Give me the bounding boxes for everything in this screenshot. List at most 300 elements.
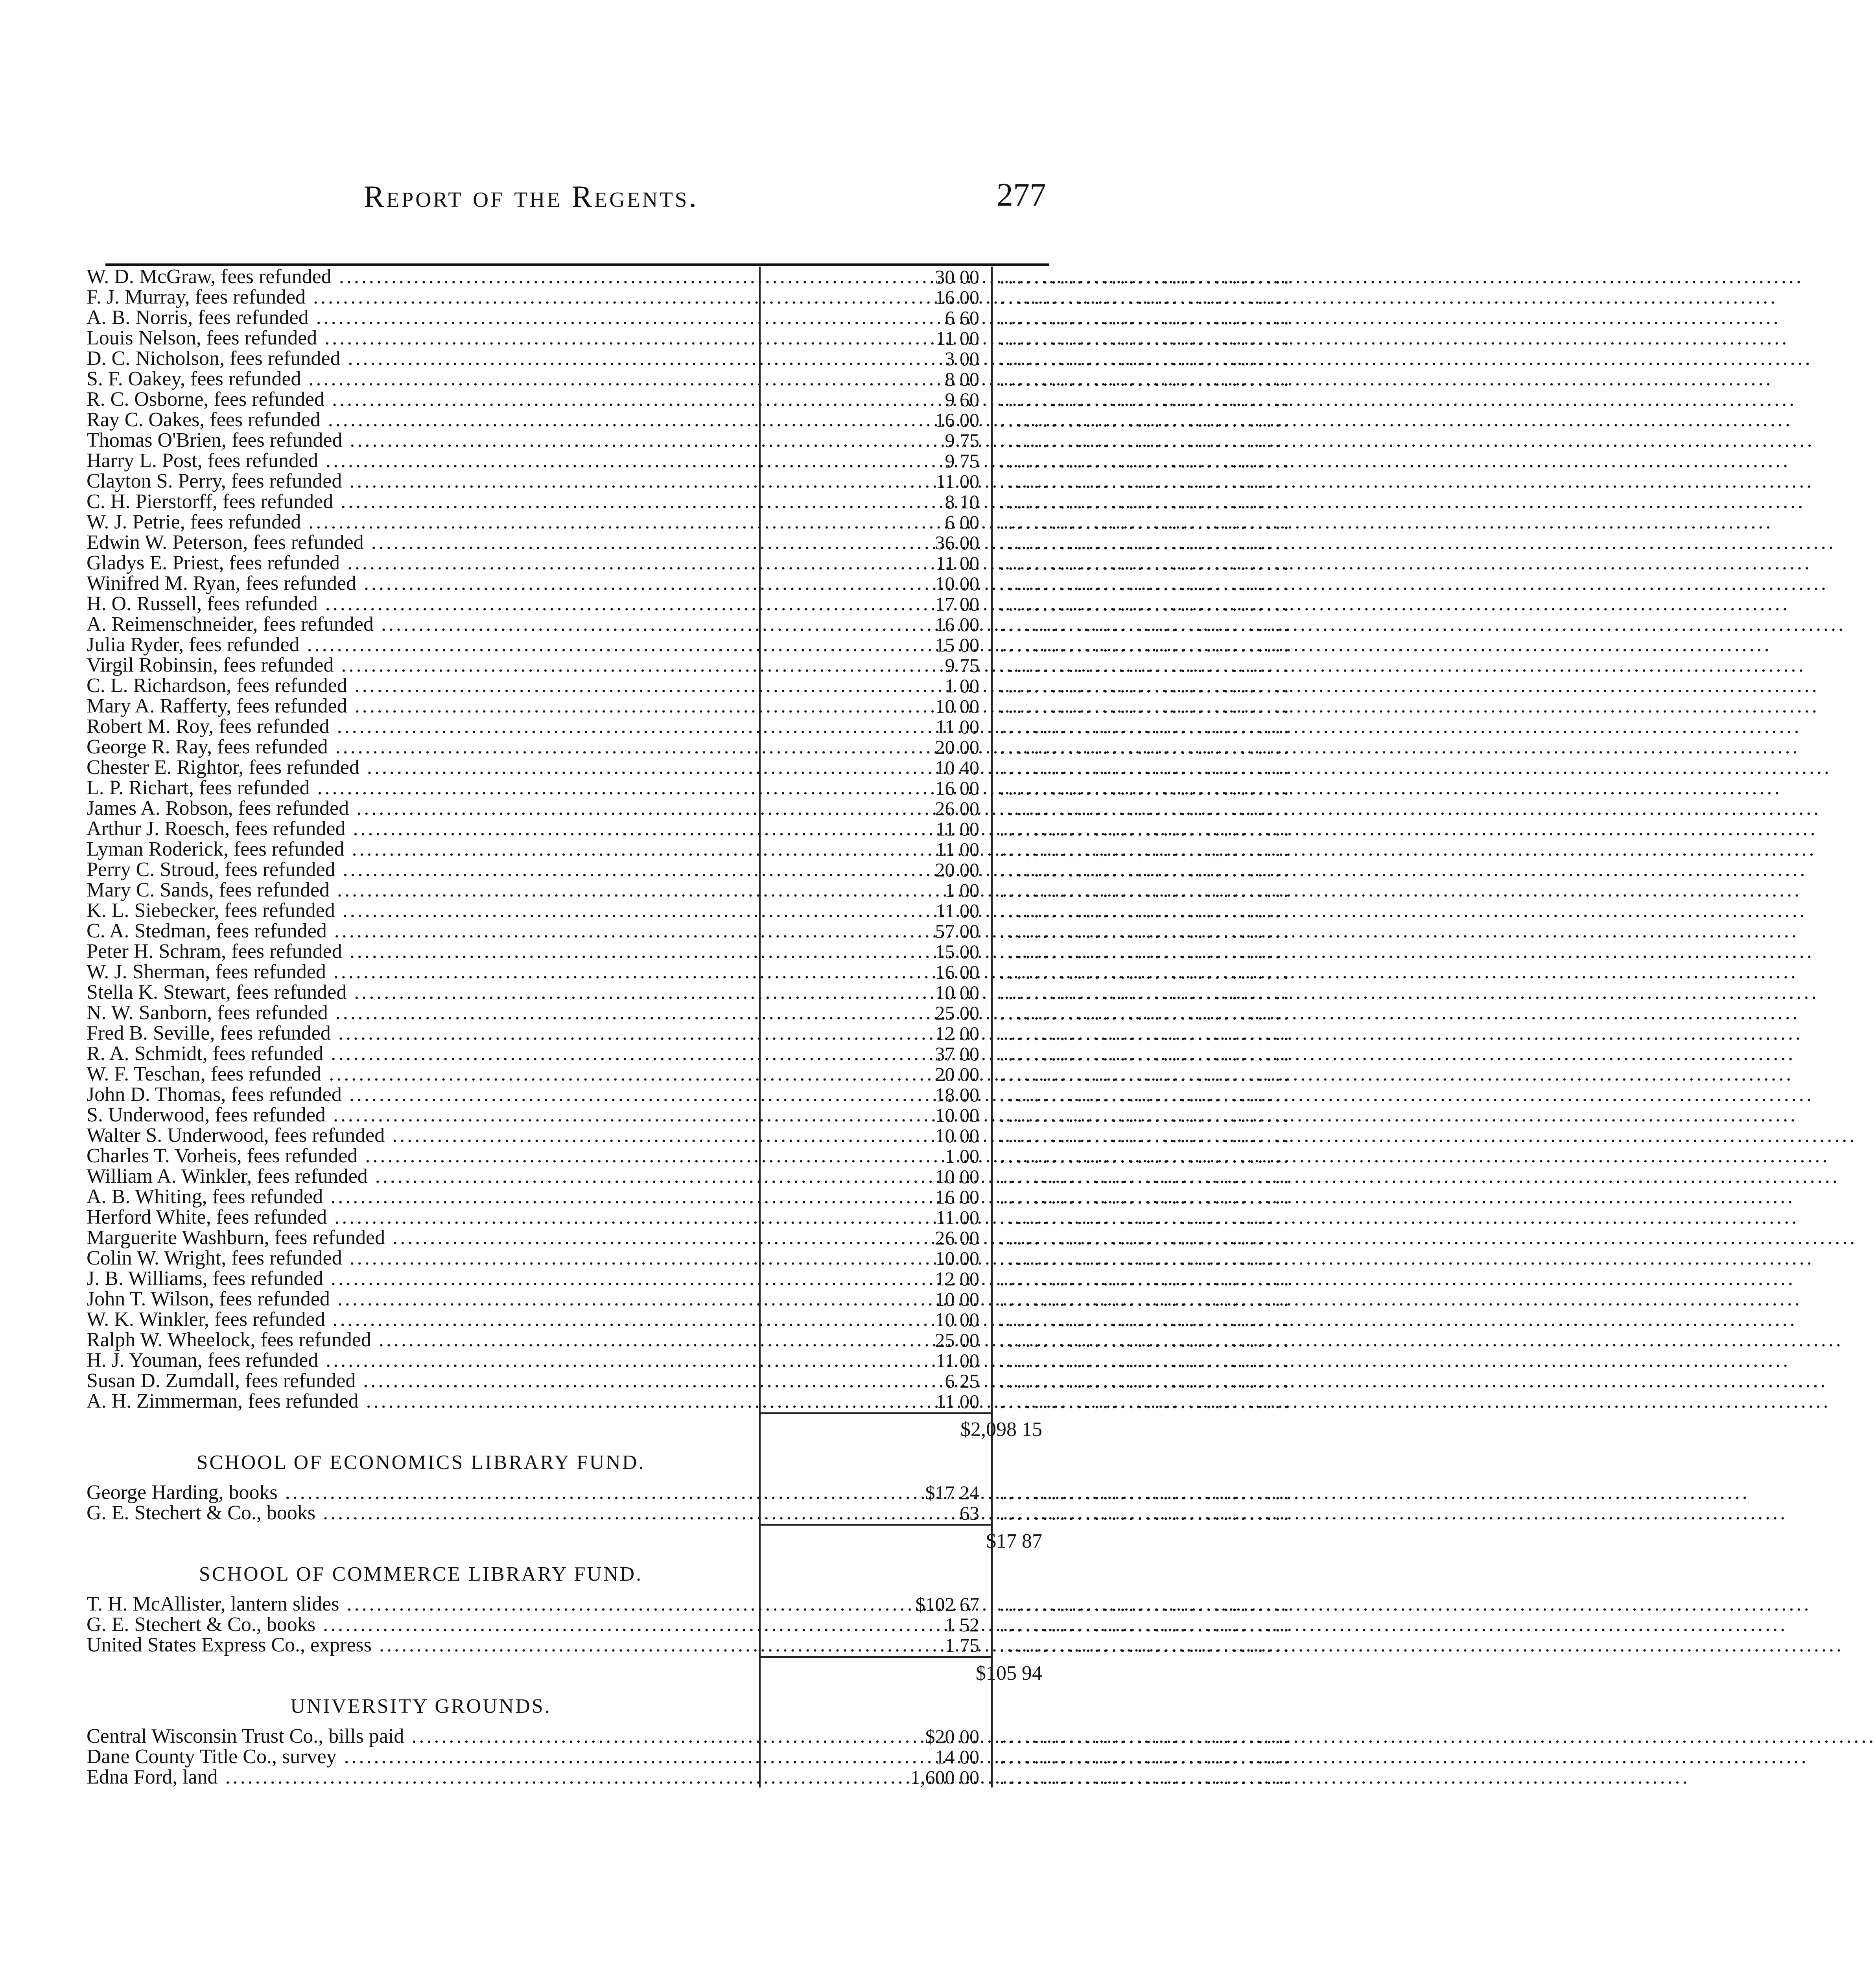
entry-description: D. C. Nicholson, fees refunded ..... bbox=[87, 348, 751, 369]
entry-description: Robert M. Roy, fees refunded ..... bbox=[87, 716, 751, 737]
entry-description: A. B. Whiting, fees refunded ..... bbox=[87, 1187, 751, 1207]
entry-description: Susan D. Zumdall, fees refunded ..... bbox=[87, 1371, 751, 1391]
leader-dots: .................................. bbox=[999, 633, 1292, 656]
leader-dots: .................................. bbox=[999, 1349, 1292, 1372]
column-rule bbox=[759, 553, 761, 573]
ledger-row bbox=[87, 899, 1292, 922]
ledger-row bbox=[87, 920, 1292, 943]
ledger-row bbox=[87, 1165, 1292, 1188]
ledger-row bbox=[87, 1745, 1292, 1768]
column-rule bbox=[759, 348, 761, 369]
ledger-row bbox=[87, 347, 1292, 370]
economics-total: $17 87 bbox=[986, 1530, 1042, 1552]
column-rule bbox=[991, 1683, 993, 1726]
column-rule bbox=[759, 1391, 761, 1412]
column-rule bbox=[759, 1747, 761, 1767]
university-grounds-list bbox=[87, 1725, 1292, 1789]
entry-amount: 16 00 bbox=[935, 409, 979, 431]
entry-description: Peter H. Schram, fees refunded ..... bbox=[87, 941, 751, 962]
column-rule bbox=[759, 1125, 761, 1146]
ledger-row bbox=[87, 1288, 1292, 1311]
leader-dots: .................................. bbox=[999, 347, 1292, 370]
section-title-commerce bbox=[87, 1551, 755, 1594]
leader-dots: .................................. bbox=[999, 1104, 1292, 1127]
ledger-row bbox=[87, 511, 1292, 534]
column-rule bbox=[759, 676, 761, 696]
column-rule bbox=[759, 921, 761, 941]
column-rule bbox=[991, 328, 993, 348]
entry-amount: 11 00 bbox=[936, 1390, 979, 1412]
entry-amount: 14 00 bbox=[935, 1746, 979, 1768]
ledger-row bbox=[87, 490, 1292, 513]
entry-amount: 10 00 bbox=[935, 695, 979, 717]
leader-dots: .................................. bbox=[999, 409, 1292, 431]
entry-amount: 16 00 bbox=[935, 777, 979, 799]
column-rule bbox=[991, 614, 993, 635]
entry-description: Ray C. Oakes, fees refunded ..... bbox=[87, 410, 751, 430]
entry-description: G. E. Stechert & Co., books ..... bbox=[87, 1503, 751, 1523]
entry-amount: 30 00 bbox=[935, 266, 979, 288]
column-rule bbox=[991, 369, 993, 389]
leader-dots: .................................. bbox=[999, 817, 1292, 840]
leader-dots: .................................. bbox=[999, 981, 1292, 1004]
column-rule bbox=[991, 962, 993, 982]
entry-amount: 10 40 bbox=[935, 757, 979, 779]
ledger-row bbox=[87, 1766, 1292, 1789]
entry-description: George Harding, books ..... bbox=[87, 1482, 751, 1503]
column-rule bbox=[991, 532, 993, 553]
column-rule bbox=[759, 1146, 761, 1166]
entry-amount: 25 00 bbox=[935, 1002, 979, 1024]
column-rule bbox=[991, 839, 993, 860]
ledger-row bbox=[87, 1226, 1292, 1249]
leader-dots: .................................. bbox=[999, 1308, 1292, 1331]
column-rule bbox=[991, 348, 993, 369]
entry-amount: 9 75 bbox=[945, 429, 979, 451]
ledger-row bbox=[87, 981, 1292, 1004]
leader-dots: .................................. bbox=[999, 470, 1292, 493]
column-rule bbox=[991, 921, 993, 941]
leader-dots: .................................. bbox=[999, 1001, 1292, 1024]
entry-amount: 57 00 bbox=[935, 920, 979, 942]
leader-dots: .................................. bbox=[999, 265, 1292, 288]
entry-description: Central Wisconsin Trust Co., bills paid ..... bbox=[87, 1726, 751, 1747]
total-row-fees bbox=[87, 1412, 1050, 1439]
column-rule bbox=[991, 716, 993, 737]
entry-amount: 25 00 bbox=[935, 1329, 979, 1351]
leader-dots: .................................. bbox=[999, 511, 1292, 534]
entry-amount: 11 00 bbox=[936, 1206, 979, 1228]
entry-description: Lyman Roderick, fees refunded ..... bbox=[87, 839, 751, 860]
column-rule bbox=[759, 839, 761, 860]
leader-dots: .................................. bbox=[999, 429, 1292, 452]
entry-amount: 10 00 bbox=[935, 1288, 979, 1310]
entry-description: Edwin W. Peterson, fees refunded ..... bbox=[87, 532, 751, 553]
ledger-row bbox=[87, 265, 1292, 288]
ledger-row bbox=[87, 388, 1292, 411]
column-rule bbox=[991, 287, 993, 307]
leader-dots: .................................. bbox=[999, 1185, 1292, 1208]
ledger-row bbox=[87, 1725, 1292, 1748]
column-rule bbox=[759, 1439, 761, 1482]
column-rule bbox=[991, 655, 993, 676]
column-rule bbox=[759, 1551, 761, 1594]
column-rule bbox=[759, 962, 761, 982]
leader-dots: .................................. bbox=[999, 1329, 1292, 1351]
ledger-row bbox=[87, 879, 1292, 902]
entry-amount: 8 10 bbox=[945, 491, 979, 513]
entry-description: L. P. Richart, fees refunded ..... bbox=[87, 778, 751, 798]
column-rule bbox=[991, 1371, 993, 1391]
column-rule bbox=[991, 1482, 993, 1503]
entry-description: Virgil Robinsin, fees refunded ..... bbox=[87, 655, 751, 676]
leader-dots: .................................. bbox=[999, 1593, 1292, 1616]
column-rule bbox=[759, 1166, 761, 1187]
entry-description: Thomas O'Brien, fees refunded ..... bbox=[87, 430, 751, 451]
leader-dots: .................................. bbox=[999, 490, 1292, 513]
ledger-row bbox=[87, 409, 1292, 431]
leader-dots: .................................. bbox=[999, 1745, 1292, 1768]
leader-dots: .................................. bbox=[999, 940, 1292, 963]
entry-amount: 16 00 bbox=[935, 961, 979, 983]
ledger-row bbox=[87, 572, 1292, 595]
column-rule bbox=[759, 635, 761, 655]
entry-description: A. B. Norris, fees refunded ..... bbox=[87, 307, 751, 328]
ledger-row bbox=[87, 777, 1292, 799]
ledger-row bbox=[87, 1022, 1292, 1045]
column-rule bbox=[991, 900, 993, 921]
subtotal-rule bbox=[759, 1656, 991, 1658]
column-rule bbox=[759, 982, 761, 1003]
entry-description: C. H. Pierstorff, fees refunded ..... bbox=[87, 492, 751, 512]
entry-amount: 1,600 00 bbox=[910, 1766, 979, 1788]
column-rule bbox=[759, 1503, 761, 1523]
ledger-row bbox=[87, 1185, 1292, 1208]
column-rule bbox=[759, 307, 761, 328]
ledger-row bbox=[87, 306, 1292, 329]
ledger-row bbox=[87, 1145, 1292, 1167]
leader-dots: .................................. bbox=[999, 449, 1292, 472]
column-rule bbox=[759, 451, 761, 471]
column-rule bbox=[991, 1309, 993, 1330]
section-title-text: SCHOOL OF COMMERCE LIBRARY FUND. bbox=[199, 1563, 643, 1585]
entry-amount: 10 00 bbox=[935, 1104, 979, 1126]
ledger-row bbox=[87, 552, 1292, 574]
column-rule bbox=[991, 1747, 993, 1767]
entry-amount: 17 00 bbox=[935, 593, 979, 615]
column-rule bbox=[991, 553, 993, 573]
column-rule bbox=[991, 860, 993, 880]
entry-description: R. A. Schmidt, fees refunded ..... bbox=[87, 1044, 751, 1064]
ledger-row bbox=[87, 1329, 1292, 1351]
column-rule bbox=[991, 1635, 993, 1655]
entry-description: John D. Thomas, fees refunded ..... bbox=[87, 1084, 751, 1105]
column-rule bbox=[759, 1412, 761, 1439]
entry-description: Gladys E. Priest, fees refunded ..... bbox=[87, 553, 751, 573]
leader-dots: .................................. bbox=[999, 1502, 1292, 1524]
column-rule bbox=[759, 1350, 761, 1371]
column-rule bbox=[991, 1146, 993, 1166]
column-rule bbox=[991, 982, 993, 1003]
entry-description: S. Underwood, fees refunded ..... bbox=[87, 1105, 751, 1125]
column-rule bbox=[991, 1044, 993, 1064]
entry-amount: 3 00 bbox=[945, 348, 979, 370]
ledger-row bbox=[87, 327, 1292, 350]
column-rule bbox=[991, 573, 993, 594]
entry-description: W. J. Petrie, fees refunded ..... bbox=[87, 512, 751, 532]
column-rule bbox=[759, 819, 761, 839]
entry-description: W. K. Winkler, fees refunded ..... bbox=[87, 1309, 751, 1330]
leader-dots: .................................. bbox=[999, 572, 1292, 595]
column-rule bbox=[759, 757, 761, 778]
column-rule bbox=[759, 737, 761, 757]
entry-description: Dane County Title Co., survey ..... bbox=[87, 1747, 751, 1767]
entry-description: Walter S. Underwood, fees refunded ..... bbox=[87, 1125, 751, 1146]
leader-dots: .................................. bbox=[999, 1145, 1292, 1167]
entry-amount: $20 00 bbox=[925, 1725, 979, 1747]
column-rule bbox=[759, 1309, 761, 1330]
column-rule bbox=[759, 1594, 761, 1614]
column-rule bbox=[991, 1439, 993, 1482]
column-rule bbox=[991, 696, 993, 716]
entry-amount: 9 60 bbox=[945, 388, 979, 411]
leader-dots: .................................. bbox=[999, 961, 1292, 983]
leader-dots: .................................. bbox=[999, 1390, 1292, 1413]
page-header bbox=[102, 179, 1046, 222]
column-rule bbox=[991, 880, 993, 900]
entry-description: Julia Ryder, fees refunded ..... bbox=[87, 635, 751, 655]
ledger-row bbox=[87, 654, 1292, 677]
entry-amount: 1 75 bbox=[945, 1634, 979, 1656]
ledger-row bbox=[87, 715, 1292, 738]
ledger-row bbox=[87, 531, 1292, 554]
leader-dots: .................................. bbox=[999, 899, 1292, 922]
column-rule bbox=[759, 492, 761, 512]
ledger-row bbox=[87, 1247, 1292, 1270]
entry-amount: 11 00 bbox=[936, 716, 979, 738]
ledger-row bbox=[87, 961, 1292, 983]
column-rule bbox=[759, 696, 761, 716]
column-rule bbox=[759, 328, 761, 348]
entry-amount: 11 00 bbox=[936, 838, 979, 860]
column-rule bbox=[759, 267, 761, 287]
column-rule bbox=[991, 1551, 993, 1594]
entry-description: Herford White, fees refunded ..... bbox=[87, 1207, 751, 1228]
column-rule bbox=[759, 1726, 761, 1747]
column-rule bbox=[759, 430, 761, 451]
section-title-grounds bbox=[87, 1683, 755, 1726]
entry-description: Mary A. Rafferty, fees refunded ..... bbox=[87, 696, 751, 716]
ledger-row bbox=[87, 470, 1292, 493]
column-rule bbox=[759, 1228, 761, 1248]
entry-amount: 16 00 bbox=[935, 613, 979, 635]
ledger-row bbox=[87, 1481, 1292, 1504]
ledger-row bbox=[87, 817, 1292, 840]
entry-description: W. J. Sherman, fees refunded ..... bbox=[87, 962, 751, 982]
ledger-row bbox=[87, 1370, 1292, 1392]
entry-description: H. O. Russell, fees refunded ..... bbox=[87, 594, 751, 614]
entry-description: W. D. McGraw, fees refunded ..... bbox=[87, 267, 751, 287]
entry-description: James A. Robson, fees refunded ..... bbox=[87, 798, 751, 819]
column-rule bbox=[991, 1726, 993, 1747]
column-rule bbox=[759, 860, 761, 880]
ledger-row bbox=[87, 940, 1292, 963]
ledger-row bbox=[87, 1001, 1292, 1024]
column-rule bbox=[759, 1635, 761, 1655]
leader-dots: .................................. bbox=[999, 838, 1292, 861]
entry-amount: 10 00 bbox=[935, 1165, 979, 1187]
leader-dots: .................................. bbox=[999, 327, 1292, 350]
column-rule bbox=[759, 1655, 761, 1683]
entry-amount: $102 67 bbox=[915, 1593, 979, 1615]
column-rule bbox=[759, 1289, 761, 1309]
entry-description: William A. Winkler, fees refunded ..... bbox=[87, 1166, 751, 1187]
leader-dots: .................................. bbox=[999, 1165, 1292, 1188]
column-rule bbox=[991, 594, 993, 614]
entry-amount: 9 75 bbox=[945, 450, 979, 472]
leader-dots: .................................. bbox=[999, 1613, 1292, 1636]
column-rule bbox=[991, 757, 993, 778]
entry-description: Colin W. Wright, fees refunded ..... bbox=[87, 1248, 751, 1268]
column-rule bbox=[759, 471, 761, 492]
column-rule bbox=[759, 410, 761, 430]
entry-amount: 1 52 bbox=[945, 1614, 979, 1636]
ledger-row bbox=[87, 286, 1292, 309]
entry-description: United States Express Co., express ..... bbox=[87, 1635, 751, 1655]
column-rule bbox=[759, 778, 761, 798]
entry-amount: 6 25 bbox=[945, 1370, 979, 1392]
leader-dots: .................................. bbox=[999, 552, 1292, 574]
entry-amount: 11 00 bbox=[936, 470, 979, 492]
column-rule bbox=[991, 1767, 993, 1787]
entry-amount: 26 00 bbox=[935, 797, 979, 819]
subtotal-rule bbox=[759, 1412, 991, 1414]
entry-amount: 10 00 bbox=[935, 1247, 979, 1269]
leader-dots: .................................. bbox=[999, 674, 1292, 697]
column-rule bbox=[991, 778, 993, 798]
column-rule bbox=[991, 1187, 993, 1207]
leader-dots: .................................. bbox=[999, 593, 1292, 615]
entry-amount: 10 00 bbox=[935, 572, 979, 595]
entry-amount: 63 bbox=[960, 1502, 979, 1524]
fees-total: $2,098 15 bbox=[960, 1418, 1042, 1441]
column-rule bbox=[991, 635, 993, 655]
column-rule bbox=[991, 1207, 993, 1228]
leader-dots: .................................. bbox=[999, 695, 1292, 718]
entry-amount: 20 00 bbox=[935, 736, 979, 758]
column-rule bbox=[991, 1105, 993, 1125]
ledger-row bbox=[87, 1267, 1292, 1290]
leader-dots: .................................. bbox=[999, 920, 1292, 943]
column-rule bbox=[991, 676, 993, 696]
column-rule bbox=[759, 512, 761, 532]
column-rule bbox=[759, 1683, 761, 1726]
column-rule bbox=[759, 880, 761, 900]
fees-refunded-list bbox=[87, 265, 1292, 1413]
column-rule bbox=[991, 1248, 993, 1268]
entry-amount: 15 00 bbox=[935, 634, 979, 656]
entry-description: Perry C. Stroud, fees refunded ..... bbox=[87, 860, 751, 880]
leader-dots: .................................. bbox=[999, 1247, 1292, 1270]
leader-dots: .................................. bbox=[999, 1725, 1292, 1748]
entry-description: Winifred M. Ryan, fees refunded ..... bbox=[87, 573, 751, 594]
entry-description: T. H. McAllister, lantern slides ..... bbox=[87, 1594, 751, 1614]
column-rule bbox=[759, 1207, 761, 1228]
entry-amount: 15 00 bbox=[935, 941, 979, 963]
column-rule bbox=[991, 1003, 993, 1023]
ledger-row bbox=[87, 449, 1292, 472]
column-rule bbox=[991, 1330, 993, 1350]
entry-description: Mary C. Sands, fees refunded ..... bbox=[87, 880, 751, 900]
ledger-row bbox=[87, 368, 1292, 390]
column-rule bbox=[759, 369, 761, 389]
leader-dots: .................................. bbox=[999, 286, 1292, 309]
ledger-row bbox=[87, 756, 1292, 779]
column-rule bbox=[759, 1614, 761, 1635]
column-rule bbox=[991, 451, 993, 471]
column-rule bbox=[759, 1064, 761, 1084]
column-rule bbox=[991, 1228, 993, 1248]
column-rule bbox=[759, 389, 761, 410]
column-rule bbox=[759, 1482, 761, 1503]
column-rule bbox=[991, 1268, 993, 1289]
entry-description: Fred B. Seville, fees refunded ..... bbox=[87, 1023, 751, 1044]
ledger-row bbox=[87, 1063, 1292, 1086]
leader-dots: .................................. bbox=[999, 1634, 1292, 1657]
entry-description: C. A. Stedman, fees refunded ..... bbox=[87, 921, 751, 941]
leader-dots: .................................. bbox=[999, 1267, 1292, 1290]
entry-description: Edna Ford, land ..... bbox=[87, 1767, 751, 1787]
leader-dots: .................................. bbox=[999, 388, 1292, 411]
column-rule bbox=[759, 532, 761, 553]
section-title-text: SCHOOL OF ECONOMICS LIBRARY FUND. bbox=[196, 1451, 645, 1474]
leader-dots: .................................. bbox=[999, 797, 1292, 820]
ledger-row bbox=[87, 1083, 1292, 1106]
entry-amount: 37 00 bbox=[935, 1043, 979, 1065]
column-rule bbox=[759, 1268, 761, 1289]
commerce-library-list bbox=[87, 1593, 1292, 1657]
section-title-text: UNIVERSITY GROUNDS. bbox=[290, 1695, 551, 1717]
economics-library-list bbox=[87, 1481, 1292, 1524]
ledger-row bbox=[87, 1104, 1292, 1127]
leader-dots: .................................. bbox=[999, 736, 1292, 758]
entry-amount: 10 00 bbox=[935, 1309, 979, 1331]
ledger-row bbox=[87, 736, 1292, 758]
leader-dots: .................................. bbox=[999, 1481, 1292, 1504]
column-rule bbox=[759, 1187, 761, 1207]
entry-description: Harry L. Post, fees refunded ..... bbox=[87, 451, 751, 471]
column-rule bbox=[759, 1523, 761, 1551]
column-rule bbox=[991, 1084, 993, 1105]
entry-amount: 11 00 bbox=[936, 327, 979, 349]
column-rule bbox=[759, 716, 761, 737]
column-rule bbox=[991, 941, 993, 962]
ledger-row bbox=[87, 1042, 1292, 1065]
entry-description: J. B. Williams, fees refunded ..... bbox=[87, 1268, 751, 1289]
leader-dots: .................................. bbox=[999, 368, 1292, 390]
entry-description: Chester E. Rightor, fees refunded ..... bbox=[87, 757, 751, 778]
total-row-commerce bbox=[87, 1655, 1050, 1683]
column-rule bbox=[991, 1594, 993, 1614]
leader-dots: .................................. bbox=[999, 1226, 1292, 1249]
entry-amount: 1 00 bbox=[945, 879, 979, 901]
column-rule bbox=[991, 471, 993, 492]
entry-amount: 11 00 bbox=[936, 900, 979, 922]
column-rule bbox=[991, 1023, 993, 1044]
leader-dots: .................................. bbox=[999, 756, 1292, 779]
column-rule bbox=[759, 594, 761, 614]
entry-description: Charles T. Vorheis, fees refunded ..... bbox=[87, 1146, 751, 1166]
